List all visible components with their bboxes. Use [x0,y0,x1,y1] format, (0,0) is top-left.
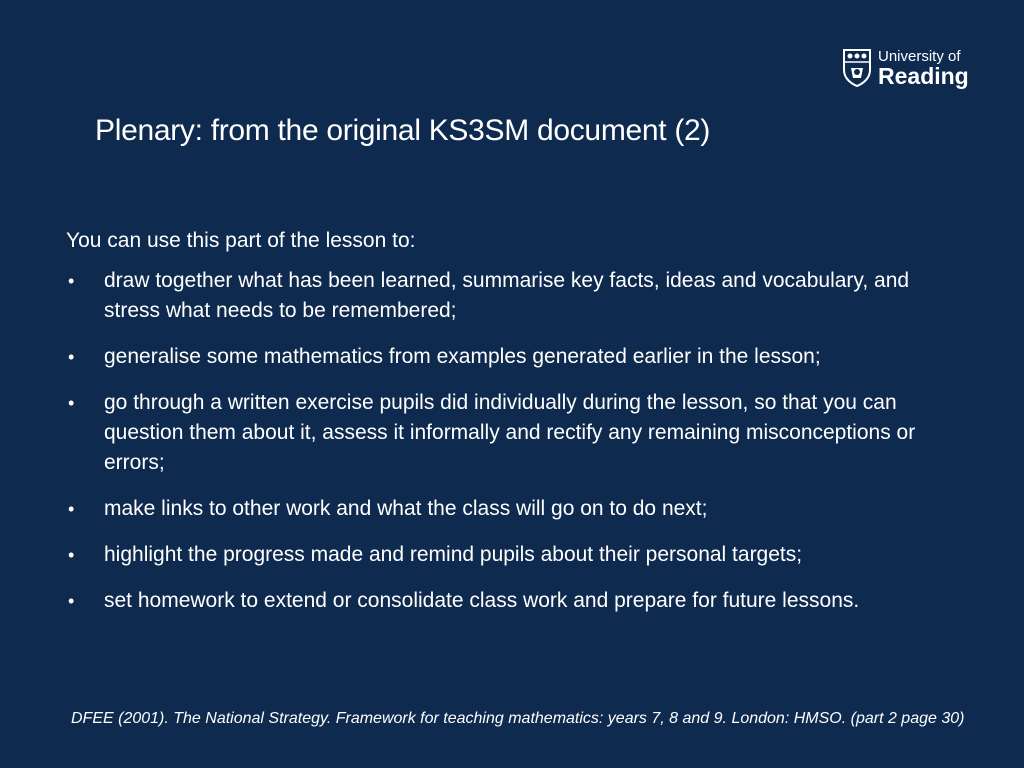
list-item-text: set homework to extend or consolidate class work and prepare for future lessons. [104,589,860,612]
list-item [66,266,966,326]
list-item [66,586,966,616]
list-item [66,388,966,478]
bullet-icon: • [68,271,75,291]
citation-text: DFEE (2001). The National Strategy. Framework for teaching mathematics: years 7, 8 and 9. London: HMSO. (part 2 page 30) [71,710,965,727]
logo-line-university: University of [878,47,961,65]
university-logo [842,48,969,88]
slide-body [66,226,966,632]
bullet-icon: • [68,347,75,367]
list-item-text: highlight the progress made and remind pupils about their personal targets; [104,543,803,566]
list-item-text: go through a written exercise pupils did individually during the lesson, so that you can question them about it, assess it informally and rectify any remaining misconceptions or errors; [104,391,916,474]
bullet-icon: • [68,591,75,611]
list-item-text: draw together what has been learned, summarise key facts, ideas and vocabulary, and stress what needs to be remembered; [104,269,910,322]
list-item [66,540,966,570]
list-item [66,494,966,524]
bullet-list [66,266,966,616]
logo-wordmark [878,49,969,88]
slide-title: Plenary: from the original KS3SM document (2) [95,114,711,147]
logo-line-reading: Reading [878,62,969,89]
crest-icon [842,48,872,88]
intro-text: You can use this part of the lesson to: [66,229,416,252]
bullet-icon: • [68,545,75,565]
bullet-icon: • [68,499,75,519]
list-item-text: make links to other work and what the class will go on to do next; [104,497,708,520]
list-item-text: generalise some mathematics from examples generated earlier in the lesson; [104,345,821,368]
list-item [66,342,966,372]
bullet-icon: • [68,393,75,413]
